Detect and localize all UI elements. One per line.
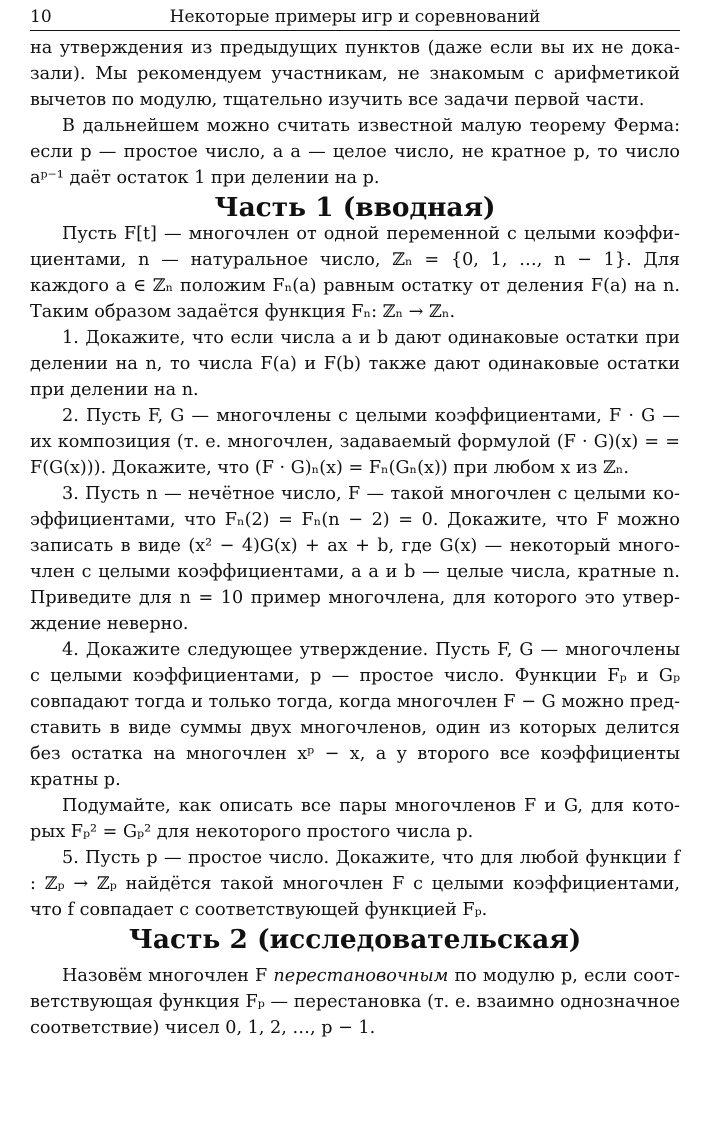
page-header <box>30 4 680 31</box>
running-title: Некоторые примеры игр и соревнований <box>169 7 541 27</box>
problem-1: 1. Докажите, что если числа a и b дают одинаковые остатки при делении на n, то числа F(a) и F(b) также дают одинаковые остатки при делении на n. <box>30 328 680 400</box>
problem-3: 3. Пусть n — нечётное число, F — такой многочлен с целыми коэффициентами, что Fₙ(2) = Fₙ(n − 2) = 0. Докажите, что F можно записать в виде (x² − 4)G(x) + ax + b, где G(x) — некоторый многочлен с целыми коэффициентами, а a и b — целые числа, кратные n. Приведите для n = 10 пример многочлена, для которого это утверждение неверно. <box>30 484 680 634</box>
book-page <box>30 4 680 1041</box>
problem-4-remark: Подумайте, как описать все пары многочленов F и G, для которых Fₚ² = Gₚ² для некоторого простого числа p. <box>30 796 680 842</box>
problem-2: 2. Пусть F, G — многочлены с целыми коэффициентами, F · G — их композиция (т. е. многочлен, задаваемый формулой (F · G)(x) = = F(G(x))). Докажите, что (F · G)ₙ(x) = Fₙ(Gₙ(x)) при любом x из ℤₙ. <box>30 406 680 478</box>
permutation-definition-paragraph <box>30 963 680 1041</box>
definition-text-end: по модулю p, если соответствующая функция Fₚ — перестановка (т. е. взаимно однозначное соответствие) чисел 0, 1, 2, …, p − 1. <box>30 966 680 1038</box>
part-1-heading: Часть 1 (вводная) <box>214 192 496 223</box>
problem-5: 5. Пусть p — простое число. Докажите, что для любой функции f : ℤₚ → ℤₚ найдётся такой многочлен F с целыми коэффициентами, что f совпадает с соответствующей функцией Fₚ. <box>30 848 680 920</box>
continuation-paragraph: на утверждения из предыдущих пунктов (даже если вы их не доказали). Мы рекомендуем участникам, не знакомым с арифметикой вычетов по модулю, тщательно изучить все задачи первой части. <box>30 38 680 110</box>
part-2-heading: Часть 2 (исследовательская) <box>128 924 582 955</box>
definition-text-start: Назовём многочлен F <box>62 966 274 986</box>
definition-paragraph: Пусть F[t] — многочлен от одной переменной с целыми коэффициентами, n — натуральное число, ℤₙ = {0, 1, …, n − 1}. Для каждого a ∈ ℤₙ положим Fₙ(a) равным остатку от деления F(a) на n. Таким образом задаётся функция Fₙ: ℤₙ → ℤₙ. <box>30 224 680 322</box>
fermat-theorem-paragraph: В дальнейшем можно считать известной малую теорему Ферма: если p — простое число, а a — целое число, не кратное p, то число aᵖ⁻¹ даёт остаток 1 при делении на p. <box>30 116 680 188</box>
page-body <box>30 35 680 1041</box>
page-number: 10 <box>30 7 52 27</box>
defined-term: перестановочным <box>273 966 449 986</box>
problem-4: 4. Докажите следующее утверждение. Пусть F, G — многочлены с целыми коэффициентами, p — простое число. Функции Fₚ и Gₚ совпадают тогда и только тогда, когда многочлен F − G можно представить в виде суммы двух многочленов, один из которых делится без остатка на многочлен xᵖ − x, а у второго все коэффициенты кратны p. <box>30 640 680 790</box>
